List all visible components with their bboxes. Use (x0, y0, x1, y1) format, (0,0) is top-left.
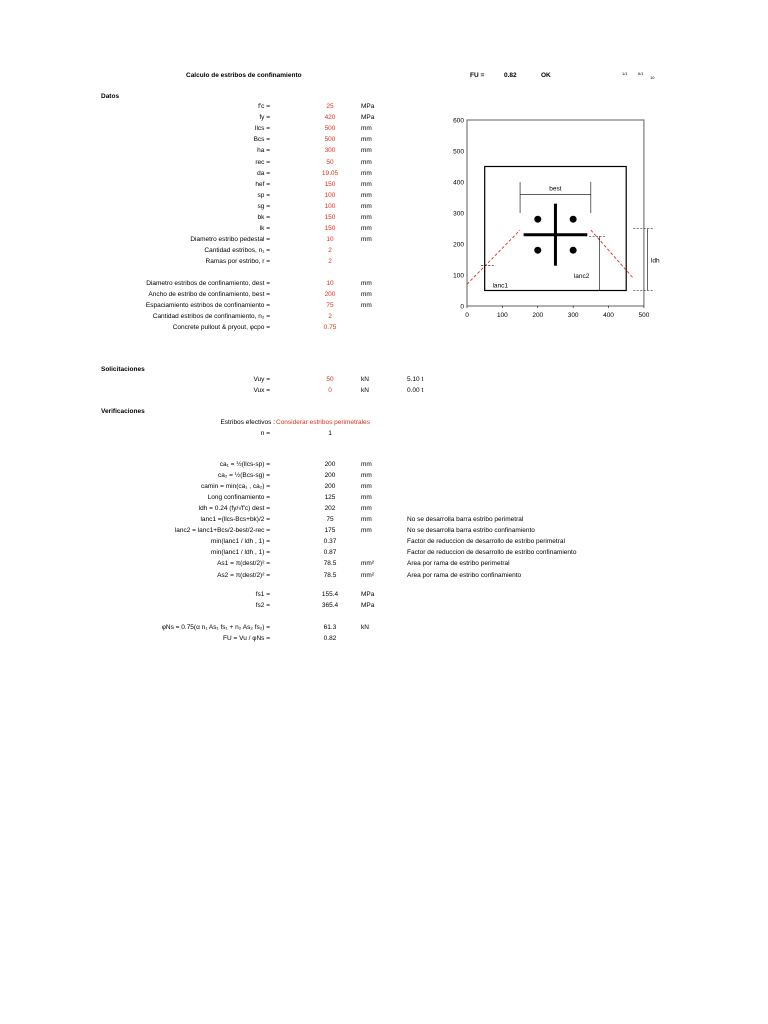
x-tick-label: 100 (496, 312, 508, 319)
row-label: As1 = π(dest/2)² = (217, 560, 270, 568)
row-unit: mm (361, 147, 372, 155)
row-value: 10 (326, 280, 334, 287)
row-label: min(lanc1 / ldh , 1) = (210, 538, 270, 546)
row-unit: mm (361, 291, 372, 298)
row-label: Cantidad estribos, n₁ = (204, 247, 270, 255)
row-label: Vuy = (253, 376, 270, 383)
row-unit: mm (361, 527, 372, 535)
row-unit: mm (361, 202, 372, 210)
failure-line-left (467, 230, 520, 284)
anchor-bolt-icon (534, 216, 541, 223)
row-label: hef = (255, 180, 270, 188)
section-solicitaciones: Solicitaciones (101, 366, 145, 373)
row-label: sg = (257, 202, 270, 210)
row-unit: MPa (361, 602, 375, 609)
row-label: f'c = (258, 103, 270, 110)
row-value: 100 (324, 191, 336, 199)
x-tick-label: 0 (465, 312, 469, 319)
section-verificaciones: Verificaciones (101, 408, 145, 415)
page-tag-2: 6/1 (638, 71, 644, 76)
fu-value: 0.82 (504, 72, 517, 79)
row-label: bk = (257, 214, 270, 221)
row-value: 200 (324, 472, 336, 480)
row-label: Bcs = (253, 136, 270, 144)
row-value: 2 (328, 258, 332, 266)
row-note: No se desarrolla barra estribo perimetral (407, 516, 524, 524)
row-value: 175 (324, 527, 336, 535)
row-label: ca₂ = ½(Bcs-sg) = (217, 472, 270, 480)
row-label: rec = (255, 158, 270, 166)
row-label: Vux = (253, 387, 270, 394)
row-extra: 5.10 t (407, 376, 424, 383)
row-value: 100 (324, 202, 336, 210)
row-label: Ancho de estribo de confinamiento, best = (148, 291, 270, 298)
row-unit: mm (361, 472, 372, 480)
row-unit: kN (361, 387, 369, 394)
row-value: 50 (326, 376, 334, 383)
row-value: 150 (324, 180, 336, 188)
row-unit: mm (361, 461, 372, 468)
row-value: 200 (324, 461, 336, 468)
row-value: 500 (324, 125, 336, 133)
row-value: 75 (326, 516, 334, 524)
row-label: min(lanc1 / ldh , 1) = (210, 549, 270, 557)
row-label: lk = (259, 225, 270, 233)
row-label: FU = Vu / φNs = (223, 635, 270, 642)
row-value: 150 (324, 214, 336, 221)
x-tick-label: 500 (638, 312, 650, 319)
row-value: 0.37 (323, 538, 337, 546)
lanc2-label: lanc2 (573, 273, 590, 281)
row-note: Area por rama de estribo perimetral (407, 560, 510, 568)
row-label: ca₁ = ½(llcs-sp) = (219, 461, 270, 468)
y-tick-label: 500 (453, 148, 464, 156)
pedestal-diagram (430, 110, 660, 330)
row-unit: mm (361, 516, 372, 524)
page-title: Calculo de estribos de confinamiento (186, 72, 302, 79)
row-label: fs2 = (255, 602, 270, 609)
x-tick-label: 300 (567, 312, 579, 319)
row-value: 125 (324, 494, 336, 502)
row-label: Concrete pullout & pryout, φcpo = (172, 324, 270, 331)
row-unit: MPa (361, 114, 375, 122)
row-label: ha = (257, 147, 270, 155)
n-value: 1 (328, 430, 332, 437)
row-value: 150 (324, 225, 336, 233)
row-value: 420 (324, 114, 336, 122)
row-value: 19.05 (321, 169, 339, 177)
row-note: Area por rama de estribo confinamiento (407, 571, 522, 579)
row-label: As2 = π(dest/2)² = (217, 571, 270, 579)
row-value: 61.3 (323, 624, 337, 631)
row-value: 10 (326, 236, 334, 244)
row-label: Ramas por estribo, r = (205, 258, 270, 266)
row-note: Factor de reduccion de desarrollo de estribo confinamiento (407, 549, 577, 557)
row-unit: MPa (361, 103, 375, 110)
row-label: Diametro estribos de confinamiento, dest = (146, 280, 270, 287)
anchor-bolt-icon (534, 247, 541, 254)
row-value: 200 (324, 291, 336, 298)
row-label: lanc2 = lanc1+Bcs/2-best/2-rec = (174, 527, 270, 535)
fu-label: FU = (470, 72, 485, 79)
page-tag: 1/1 (622, 71, 628, 76)
y-tick-label: 600 (453, 117, 464, 125)
row-label: φNs = 0.75(α n₁ As₁ fs₁ + n₂ As₂ fs₂) = (161, 624, 270, 631)
row-label: Diametro estribo pedestal = (190, 236, 270, 244)
row-label: fy = (259, 114, 270, 122)
row-unit: mm (361, 136, 372, 144)
anchor-bolt-icon (570, 247, 577, 254)
y-tick-label: 300 (453, 210, 464, 218)
n-label: n = (260, 430, 270, 437)
row-unit: kN (361, 624, 369, 631)
failure-line-right (591, 230, 633, 278)
ldh-label: ldh (650, 257, 660, 265)
row-unit: mm (361, 225, 372, 233)
row-value: 0 (328, 387, 332, 394)
row-value: 202 (324, 505, 336, 513)
row-label: sp = (257, 191, 270, 199)
row-label: da = (257, 169, 270, 177)
row-unit: mm (361, 494, 372, 502)
row-label: llcs = (255, 125, 270, 133)
row-label: camin = min(ca₁ , ca₂) = (200, 483, 270, 491)
row-label: lanc1 =(llcs-Bcs+bk)/2 = (200, 516, 270, 524)
row-value: 500 (324, 136, 336, 144)
row-unit: mm (361, 169, 372, 177)
row-label: Cantidad estribos de confinamiento, n₂ = (152, 313, 270, 320)
row-unit: mm (361, 505, 372, 513)
row-value: 50 (326, 158, 334, 166)
row-value: 0.75 (323, 324, 337, 331)
y-tick-label: 0 (460, 303, 464, 311)
estribos-efectivos-value: Considerar estribos perimetrales (276, 419, 370, 426)
section-datos: Datos (101, 93, 120, 100)
estribos-efectivos-label: Estribos efectivos : (220, 419, 275, 426)
row-unit: mm² (361, 571, 374, 579)
lanc1-label: lanc1 (492, 282, 509, 290)
row-value: 75 (326, 302, 334, 309)
row-value: 78.5 (323, 571, 337, 579)
row-label: Espaciamiento estribos de confinamiento = (145, 302, 270, 309)
row-unit: mm (361, 158, 372, 166)
row-unit: mm (361, 214, 372, 221)
row-unit: mm (361, 280, 372, 287)
row-value: 155.4 (321, 591, 339, 598)
y-tick-label: 200 (453, 241, 464, 249)
row-extra: 0.00 t (407, 387, 424, 394)
row-unit: kN (361, 376, 369, 383)
row-unit: MPa (361, 591, 375, 598)
ok-status: OK (541, 72, 551, 79)
page-small: 10 (650, 75, 655, 80)
row-unit: mm (361, 236, 372, 244)
row-unit: mm (361, 302, 372, 309)
row-value: 78.5 (323, 560, 337, 568)
row-value: 0.87 (323, 549, 337, 557)
x-tick-label: 400 (603, 312, 614, 319)
row-value: 2 (328, 313, 332, 320)
row-value: 25 (326, 103, 334, 110)
row-unit: mm² (361, 560, 374, 568)
row-unit: mm (361, 125, 372, 133)
row-value: 2 (328, 247, 332, 255)
row-label: ldh = 0.24 (fy/√f'c) dest = (198, 505, 270, 513)
row-value: 0.82 (323, 635, 337, 642)
row-unit: mm (361, 180, 372, 188)
row-value: 300 (324, 147, 336, 155)
x-tick-label: 200 (532, 312, 544, 319)
anchor-bolt-icon (570, 216, 577, 223)
y-tick-label: 400 (453, 179, 464, 187)
row-value: 200 (324, 483, 336, 491)
row-label: Long confinamiento = (207, 494, 270, 502)
row-note: Factor de reduccion de desarrollo de estribo perimetral (407, 538, 565, 546)
row-unit: mm (361, 191, 372, 199)
best-label: best (549, 185, 562, 193)
row-note: No se desarrolla barra estribo confinamiento (407, 527, 535, 535)
row-value: 365.4 (321, 602, 339, 609)
row-unit: mm (361, 483, 372, 491)
y-tick-label: 100 (453, 272, 464, 280)
row-label: fs1 = (255, 591, 270, 598)
